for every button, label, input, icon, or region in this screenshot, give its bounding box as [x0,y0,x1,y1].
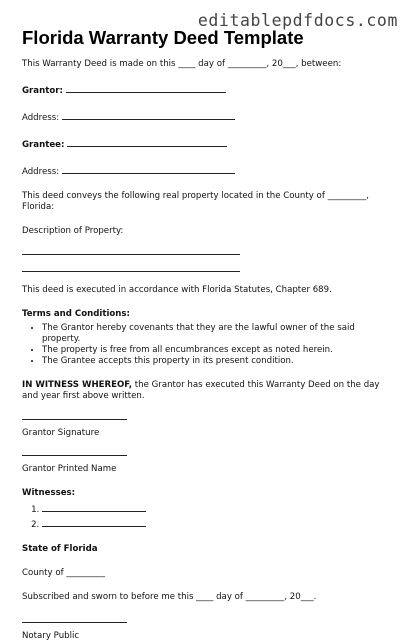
terms-item: • The Grantor hereby covenants that they are the lawful owner of the said property. [42,323,392,345]
witness-1-line [42,502,146,512]
description-line-2 [22,271,240,272]
state-heading: State of Florida [22,544,98,554]
terms-heading: Terms and Conditions: [22,309,130,319]
grantor-address-row [22,110,392,124]
grantor-address-label: Address: [22,113,60,123]
witness-whereof-lead: IN WITNESS WHEREOF, [22,380,133,390]
conveys-text: This deed conveys the following real property located in the County of _________, Florida: [22,191,369,212]
grantee-address-line [62,164,235,174]
terms-list [22,323,392,367]
notary-label: Notary Public [22,631,80,641]
grantor-row [22,83,392,97]
grantee-name-line [67,137,227,147]
site-watermark: editablepdfdocs.com [197,11,398,30]
deed-document [22,59,392,642]
grantor-address-line [62,110,235,120]
grantee-address-row [22,164,392,178]
grantor-printed-name-line [22,455,127,456]
witness-line-item [42,517,392,531]
statute-text: This deed is executed in accordance with Florida Statutes, Chapter 689. [22,285,332,295]
grantee-address-label: Address: [22,167,60,177]
grantee-row [22,137,392,151]
witness-whereof-paragraph [22,380,392,402]
document-title: Florida Warranty Deed Template [22,27,304,48]
grantor-printed-name-label: Grantor Printed Name [22,464,117,474]
witnesses-list [22,502,392,531]
witness-whereof-body: the Grantor has executed this Warranty Deed on the day and year first above written. [22,380,380,401]
subscribed-text: Subscribed and sworn to before me this ____ day of _________, 20___. [22,592,317,602]
grantor-signature-line [22,419,127,420]
description-line-1 [22,254,240,255]
county-text: County of _________ [22,568,106,578]
terms-item: • The property is free from all encumbrances except as noted herein. [42,345,392,356]
grantor-signature-label: Grantor Signature [22,428,100,438]
terms-item: • The Grantee accepts this property in its present condition. [42,356,392,367]
grantor-label: Grantor: [22,86,63,96]
witnesses-heading: Witnesses: [22,488,76,498]
witness-2-line [42,517,146,527]
intro-text: This Warranty Deed is made on this ____ day of _________, 20___, between: [22,59,342,69]
witness-line-item [42,502,392,516]
grantee-label: Grantee: [22,140,65,150]
notary-signature-line [22,622,127,623]
grantor-name-line [66,83,226,93]
description-label: Description of Property: [22,226,124,236]
